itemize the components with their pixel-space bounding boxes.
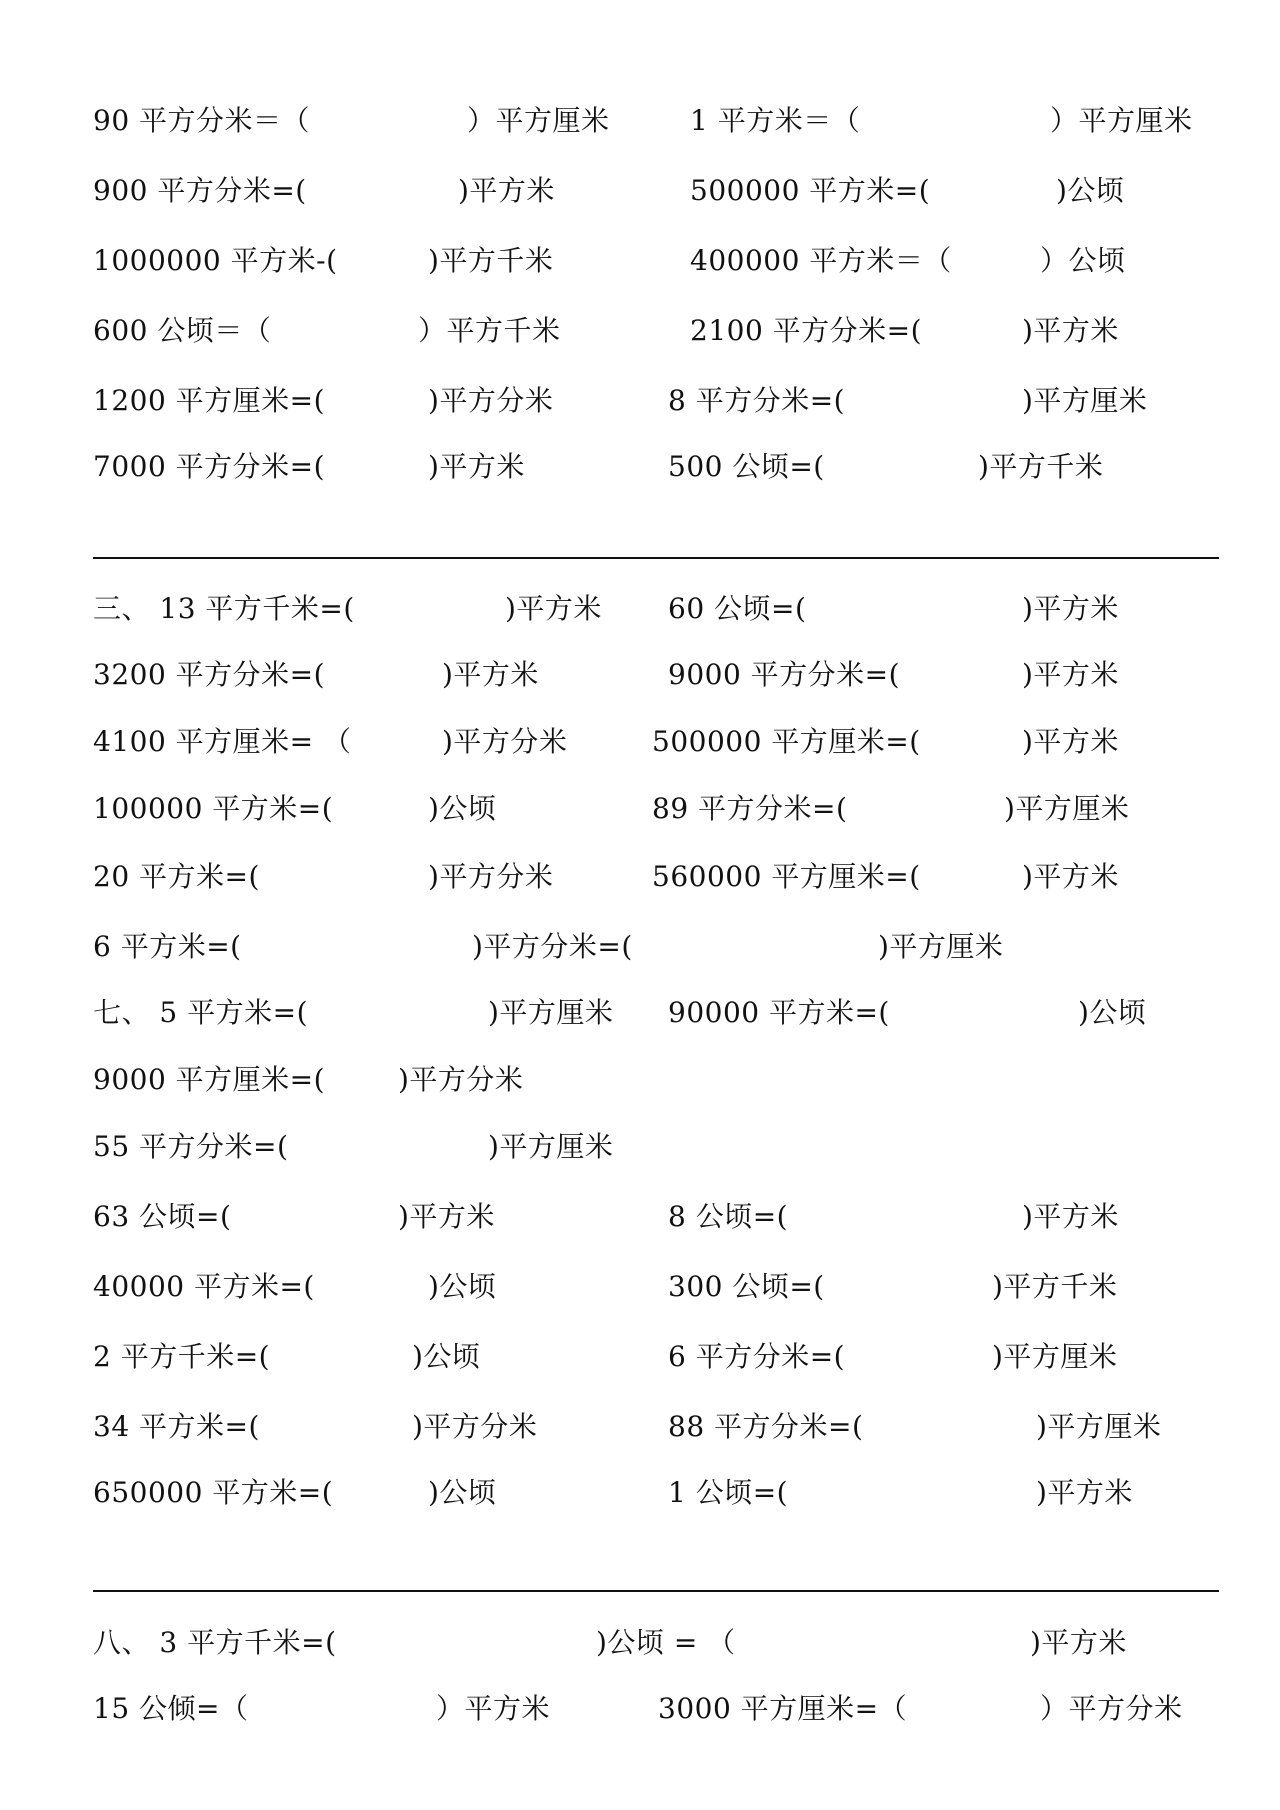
exercise-line: 40000 平方米=( — [93, 1270, 315, 1303]
exercise-line: )公顷 — [1056, 174, 1125, 207]
exercise-line: 3200 平方分米=( — [93, 658, 326, 691]
exercise-line: 八、 3 平方千米=( — [93, 1626, 337, 1659]
exercise-line: )平方千米 — [978, 450, 1104, 483]
exercise-line: 300 公顷=( — [668, 1270, 825, 1303]
exercise-line: 9000 平方分米=( — [668, 658, 901, 691]
exercise-line: 500 公顷=( — [668, 450, 825, 483]
exercise-line: )平方厘米 — [488, 1130, 614, 1163]
exercise-line: )公顷 — [428, 1270, 497, 1303]
exercise-line: )平方厘米 — [992, 1340, 1118, 1373]
exercise-line: )平方厘米 — [878, 930, 1004, 963]
exercise-line: 1200 平方厘米=( — [93, 384, 326, 417]
exercise-line: 20 平方米=( — [93, 860, 260, 893]
exercise-line: )平方米 — [458, 174, 555, 207]
exercise-line: 90000 平方米=( — [668, 996, 890, 1029]
exercise-line: )公顷 — [1078, 996, 1147, 1029]
exercise-line: )平方厘米 — [1022, 384, 1148, 417]
exercise-line: )平方分米 — [428, 384, 554, 417]
exercise-line: )平方厘米 — [488, 996, 614, 1029]
exercise-line: )平方千米 — [428, 244, 554, 277]
exercise-line: 6 平方米=( — [93, 930, 242, 963]
exercise-line: )平方米 — [428, 450, 525, 483]
exercise-line: )公顷 = （ — [596, 1626, 736, 1659]
exercise-line: 三、 13 平方千米=( — [93, 592, 355, 625]
exercise-line: )平方米 — [442, 658, 539, 691]
exercise-line: )平方米 — [1022, 1200, 1119, 1233]
exercise-line: )平方厘米 — [1004, 792, 1130, 825]
exercise-line: )平方米 — [398, 1200, 495, 1233]
exercise-line: 3000 平方厘米=（ — [658, 1692, 908, 1725]
exercise-line: 34 平方米=( — [93, 1410, 260, 1443]
exercise-line: 400000 平方米＝（ — [690, 244, 952, 277]
exercise-line: 89 平方分米=( — [652, 792, 848, 825]
exercise-line: 90 平方分米＝（ — [93, 104, 311, 137]
exercise-line: 8 公顷=( — [668, 1200, 789, 1233]
exercise-line: 4100 平方厘米= （ — [93, 725, 352, 758]
exercise-line: 650000 平方米=( — [93, 1476, 334, 1509]
exercise-line: )平方米 — [1022, 314, 1119, 347]
exercise-line: 88 平方分米=( — [668, 1410, 864, 1443]
exercise-line: 1 平方米＝（ — [690, 104, 861, 137]
exercise-line: )平方米 — [1022, 725, 1119, 758]
exercise-line: )平方米 — [1022, 658, 1119, 691]
exercise-line: 2100 平方分米=( — [690, 314, 923, 347]
exercise-line: )平方分米=( — [472, 930, 633, 963]
exercise-line: 100000 平方米=( — [93, 792, 334, 825]
exercise-line: )平方分米 — [412, 1410, 538, 1443]
exercise-line: ）公顷 — [1040, 244, 1126, 277]
exercise-line: )平方厘米 — [1036, 1410, 1162, 1443]
exercise-line: ）平方千米 — [418, 314, 561, 347]
exercise-line: )平方米 — [1030, 1626, 1127, 1659]
exercise-line: 1 公顷=( — [668, 1476, 789, 1509]
exercise-line: ）平方米 — [436, 1692, 551, 1725]
exercise-line: )公顷 — [412, 1340, 481, 1373]
divider — [93, 557, 1219, 559]
exercise-line: )公顷 — [428, 792, 497, 825]
exercise-line: 8 平方分米=( — [668, 384, 846, 417]
exercise-line: 900 平方分米=( — [93, 174, 307, 207]
exercise-line: 15 公倾=（ — [93, 1692, 249, 1725]
exercise-line: 560000 平方厘米=( — [652, 860, 921, 893]
exercise-line: )平方分米 — [428, 860, 554, 893]
exercise-line: )平方米 — [1036, 1476, 1133, 1509]
divider — [93, 1590, 1219, 1592]
exercise-line: 600 公顷＝（ — [93, 314, 272, 347]
exercise-line: )平方千米 — [992, 1270, 1118, 1303]
exercise-line: )公顷 — [428, 1476, 497, 1509]
exercise-line: )平方分米 — [398, 1063, 524, 1096]
exercise-line: )平方分米 — [442, 725, 568, 758]
exercise-line: )平方米 — [505, 592, 602, 625]
exercise-line: 2 平方千米=( — [93, 1340, 271, 1373]
exercise-line: )平方米 — [1022, 592, 1119, 625]
exercise-line: 55 平方分米=( — [93, 1130, 289, 1163]
exercise-line: 9000 平方厘米=( — [93, 1063, 326, 1096]
exercise-line: 63 公顷=( — [93, 1200, 232, 1233]
exercise-line: 1000000 平方米-( — [93, 244, 338, 277]
exercise-line: ）平方厘米 — [467, 104, 610, 137]
exercise-line: 7000 平方分米=( — [93, 450, 326, 483]
exercise-line: ）平方厘米 — [1050, 104, 1193, 137]
exercise-line: ）平方分米 — [1040, 1692, 1183, 1725]
exercise-line: 500000 平方米=( — [690, 174, 931, 207]
exercise-line: 6 平方分米=( — [668, 1340, 846, 1373]
exercise-line: 七、 5 平方米=( — [93, 996, 309, 1029]
exercise-line: )平方米 — [1022, 860, 1119, 893]
exercise-line: 500000 平方厘米=( — [652, 725, 921, 758]
exercise-line: 60 公顷=( — [668, 592, 807, 625]
